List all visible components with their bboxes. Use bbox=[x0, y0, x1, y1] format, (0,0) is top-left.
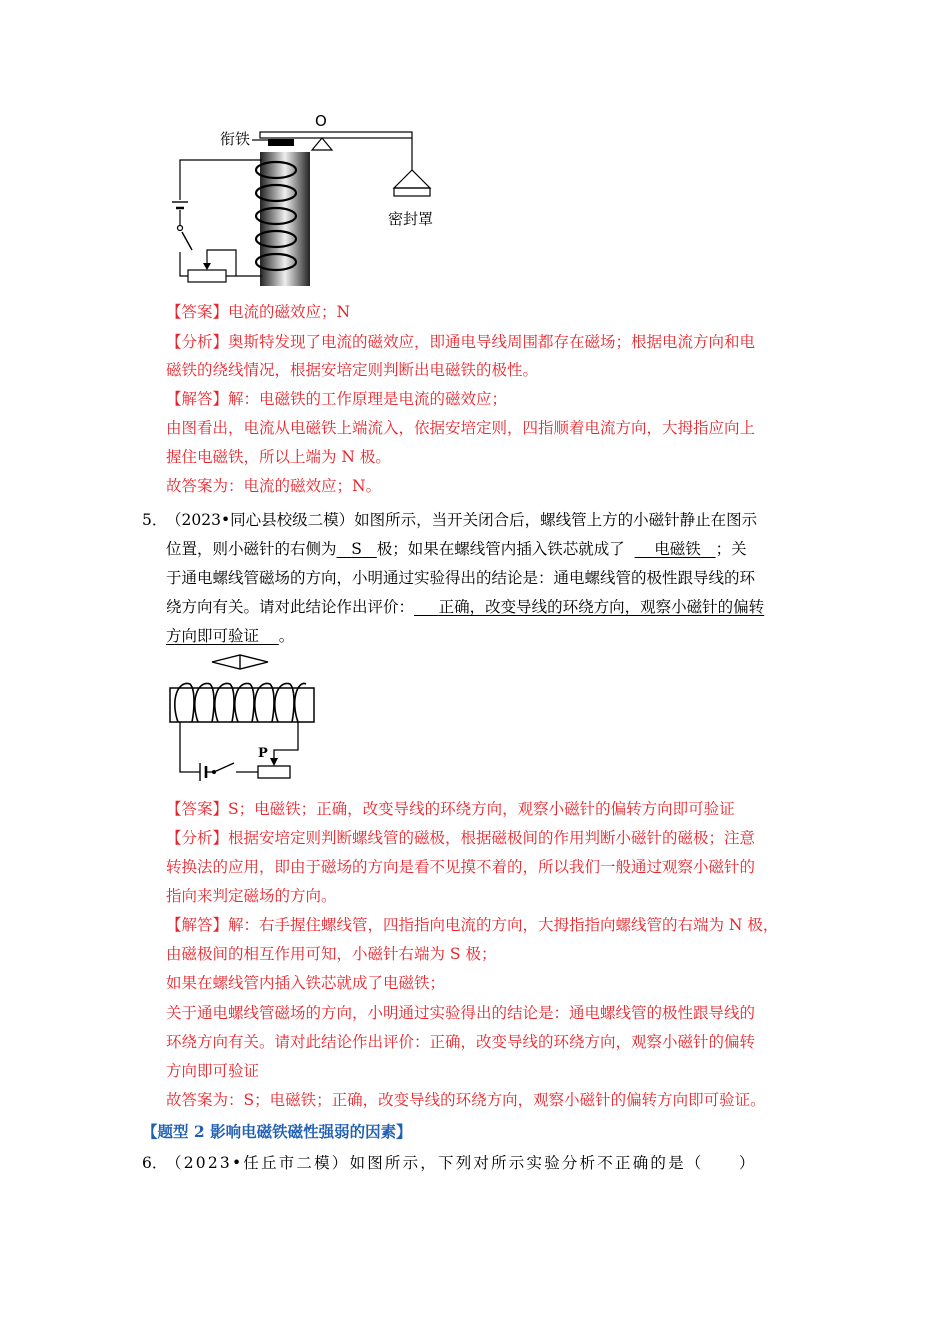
q5-analysis-line-3: 指向来判定磁场的方向。 bbox=[166, 887, 337, 905]
section-title: 【题型 2 影响电磁铁磁性强弱的因素】 bbox=[142, 1122, 412, 1141]
q5-solution-line-5: 环绕方向有关。请对此结论作出评价：正确，改变导线的环绕方向，观察小磁针的偏转 bbox=[166, 1033, 756, 1051]
q4-final-answer: 故答案为：电流的磁效应；N。 bbox=[166, 477, 382, 495]
q5-line-1: （2023•同心县校级二模）如图所示，当开关闭合后，螺线管上方的小磁针静止在图示 bbox=[166, 511, 758, 529]
q5-line-5-end: 。 bbox=[278, 627, 295, 645]
q4-analysis-line-2: 磁铁的绕线情况，根据安培定则判断出电磁铁的极性。 bbox=[166, 361, 539, 379]
q5-line-3: 于通电螺线管磁场的方向，小明通过实验得出的结论是：通电螺线管的极性跟导线的环 bbox=[166, 569, 756, 587]
blank-2-value: 电磁铁 bbox=[654, 540, 701, 558]
q6-text: （2023•任丘市二模）如图所示，下列对所示实验分析不正确的是（ ） bbox=[166, 1154, 757, 1172]
q5-solution-line-1: 【解答】解：右手握住螺线管，四指指向电流的方向，大拇指指向螺线管的右端为 N 极， bbox=[166, 916, 779, 934]
q4-solution-line-3: 握住电磁铁，所以上端为 N 极。 bbox=[166, 448, 391, 466]
q5-analysis-line-1: 【分析】根据安培定则判断螺线管的磁极，根据磁极间的作用判断小磁针的磁极；注意 bbox=[166, 829, 756, 847]
q5-number: 5． bbox=[142, 511, 168, 529]
blank-3a-value: 正确，改变导线的环绕方向，观察小磁针的偏转 bbox=[438, 598, 765, 616]
q5-solution-line-3: 如果在螺线管内插入铁芯就成了电磁铁； bbox=[166, 974, 446, 992]
q5-solution-line-6: 方向即可验证 bbox=[166, 1062, 260, 1080]
q5-line-2-c: ；关 bbox=[715, 540, 747, 558]
cover-label: 密封罩 bbox=[388, 210, 434, 228]
blank-3b-value: 方向即可验证 bbox=[166, 627, 260, 645]
switch-2 bbox=[214, 763, 234, 772]
q6-number: 6． bbox=[142, 1154, 168, 1172]
q4-answer: 【答案】电流的磁效应；N bbox=[166, 303, 351, 321]
q5-answer: 【答案】S；电磁铁；正确，改变导线的环绕方向，观察小磁针的偏转方向即可验证 bbox=[166, 800, 735, 818]
rheostat-2 bbox=[258, 766, 290, 778]
q4-solution-line-2: 由图看出，电流从电磁铁上端流入，依据安培定则，四指顺着电流方向，大拇指应向上 bbox=[166, 419, 756, 437]
q5-line-4-a: 绕方向有关。请对此结论作出评价： bbox=[166, 598, 415, 616]
q4-analysis-line-1: 【分析】奥斯特发现了电流的磁效应，即通电导线周围都存在磁场；根据电流方向和电 bbox=[166, 333, 756, 351]
q5-line-2-a: 位置，则小磁针的右侧为 bbox=[166, 540, 337, 558]
q5-solution-line-2: 由磁极间的相互作用可知，小磁针右端为 S 极； bbox=[166, 945, 497, 963]
solenoid-coil bbox=[175, 683, 306, 722]
q5-analysis-line-2: 转换法的应用，即由于磁场的方向是看不见摸不着的，所以我们一般通过观察小磁针的 bbox=[166, 858, 756, 876]
pivot-label: O bbox=[315, 112, 327, 130]
q5-line-2-b: 极；如果在螺线管内插入铁芯就成了 bbox=[376, 540, 625, 558]
rheostat-slider-label: P bbox=[258, 746, 268, 761]
q5-final-answer: 故答案为：S；电磁铁；正确，改变导线的环绕方向，观察小磁针的偏转方向即可验证。 bbox=[166, 1091, 766, 1109]
q5-solution-line-4: 关于通电螺线管磁场的方向，小明通过实验得出的结论是：通电螺线管的极性跟导线的 bbox=[166, 1004, 756, 1022]
q4-solution-line-1: 【解答】解：电磁铁的工作原理是电流的磁效应； bbox=[166, 390, 508, 408]
armature-label: 衔铁 bbox=[220, 130, 251, 148]
blank-1-value: S bbox=[351, 540, 362, 558]
